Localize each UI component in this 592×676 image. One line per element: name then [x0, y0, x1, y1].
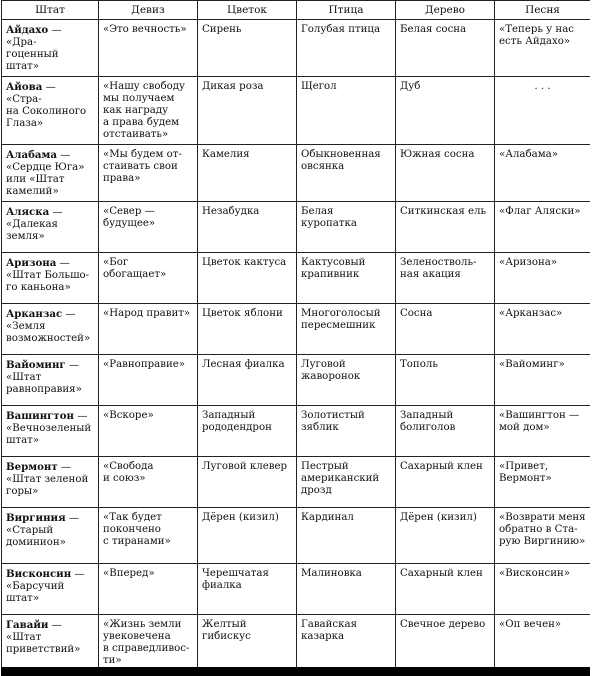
state-name: Айова: [6, 81, 43, 93]
cell-song: [495, 406, 591, 457]
cell-tree: [396, 304, 495, 355]
cell-song: [495, 253, 591, 304]
cell-motto-text: «Нашу свободу мы получаем как награду а права будем отстаивать»: [103, 81, 186, 140]
cell-bird-text: Щегол: [301, 81, 337, 92]
cell-bird: [297, 508, 396, 564]
table-row: [2, 355, 591, 406]
cell-bird: [297, 202, 396, 253]
header-song: Песня: [495, 1, 591, 20]
table-row: [2, 202, 591, 253]
cell-flower: [198, 20, 297, 77]
cell-motto-text: «Так будет покончено с тиранами»: [103, 512, 171, 547]
table-row: [2, 304, 591, 355]
cell-song: [495, 202, 591, 253]
cell-song: [495, 77, 591, 145]
cell-motto: [99, 253, 198, 304]
document-page: [1, 0, 590, 676]
state-name: Вайоминг: [6, 359, 66, 371]
cell-motto: [99, 457, 198, 508]
cell-song-text: «Алабама»: [499, 149, 558, 160]
table-row: [2, 145, 591, 202]
cell-tree: [396, 615, 495, 675]
header-state: Штат: [2, 1, 99, 20]
cell-flower: [198, 202, 297, 253]
cell-state: [2, 564, 99, 615]
cell-song-text: «Аризона»: [499, 257, 558, 268]
state-nickname: — «Вечнозеленый штат»: [6, 411, 92, 446]
cell-motto: [99, 20, 198, 77]
cell-tree-text: Сосна: [400, 308, 433, 319]
cell-state: [2, 253, 99, 304]
cell-song-text: «Арканзас»: [499, 308, 563, 319]
cell-bird-text: Голубая птица: [301, 24, 381, 35]
cell-tree: [396, 202, 495, 253]
cell-motto: [99, 564, 198, 615]
state-nickname: — «Штат зеленой горы»: [6, 462, 89, 497]
cell-bird-text: Луговой жаворонок: [301, 359, 361, 382]
cell-bird: [297, 355, 396, 406]
cell-flower-text: Цветок кактуса: [202, 257, 287, 268]
cell-state: [2, 615, 99, 675]
cell-state: [2, 77, 99, 145]
state-nickname: — «Штат равноправия»: [6, 360, 82, 395]
state-nickname: — «Сердце Юга» или «Штат камелий»: [6, 150, 85, 197]
header-bird: Птица: [297, 1, 396, 20]
cell-flower-text: Сирень: [202, 24, 242, 35]
cell-motto: [99, 304, 198, 355]
cell-bird: [297, 77, 396, 145]
cell-motto: [99, 202, 198, 253]
cell-song: [495, 304, 591, 355]
cell-state: [2, 145, 99, 202]
cell-bird: [297, 457, 396, 508]
state-nickname: — «Барсучий штат»: [6, 569, 85, 604]
header-row: [2, 1, 591, 20]
cell-song-text: «Флаг Аляски»: [499, 206, 581, 217]
cell-flower-text: Дикая роза: [202, 81, 264, 92]
state-nickname: — «Стра- на Соколиного Глаза»: [6, 82, 87, 129]
states-table: [1, 0, 590, 675]
cell-song-text: «Вайоминг»: [499, 359, 565, 370]
state-name: Висконсин: [6, 568, 72, 580]
state-nickname: — «Штат приветствий»: [6, 620, 81, 655]
state-name: Вермонт: [6, 461, 58, 473]
cell-flower: [198, 253, 297, 304]
cell-tree: [396, 457, 495, 508]
cell-motto-text: «Это вечность»: [103, 24, 187, 35]
cell-tree-text: Сахарный клен: [400, 461, 483, 472]
cell-song-text: «Висконсин»: [499, 568, 571, 579]
cell-flower-text: Дёрен (кизил): [202, 512, 279, 523]
cell-song: [495, 615, 591, 675]
header-motto: Девиз: [99, 1, 198, 20]
cell-motto: [99, 615, 198, 675]
table-row: [2, 20, 591, 77]
cell-bird: [297, 564, 396, 615]
cell-motto-text: «Жизнь земли увековечена в справедливос- ти»: [103, 619, 190, 666]
cell-motto-text: «Свобода и союз»: [103, 461, 154, 484]
cell-tree-text: Дуб: [400, 81, 421, 92]
cell-bird-text: Кактусовый крапивник: [301, 257, 366, 280]
cell-motto-text: «Вперед»: [103, 568, 155, 579]
cell-tree: [396, 20, 495, 77]
cell-motto-text: «Вскоре»: [103, 410, 154, 421]
table-row: [2, 615, 591, 675]
cell-motto: [99, 508, 198, 564]
state-name: Гавайи: [6, 619, 49, 631]
cell-motto: [99, 355, 198, 406]
state-nickname: — «Дра- гоценный штат»: [6, 25, 62, 72]
cell-motto: [99, 77, 198, 145]
cell-motto: [99, 145, 198, 202]
cell-tree-text: Южная сосна: [400, 149, 475, 160]
cell-song: [495, 20, 591, 77]
cell-flower-text: Луговой клевер: [202, 461, 288, 472]
cell-state: [2, 20, 99, 77]
cell-tree: [396, 77, 495, 145]
cell-state: [2, 304, 99, 355]
cell-tree: [396, 564, 495, 615]
table-body: [2, 20, 591, 675]
state-nickname: — «Штат Большо- го каньона»: [6, 258, 90, 293]
cell-motto-text: «Мы будем от- стаивать свои права»: [103, 149, 182, 184]
cell-song-text: «Привет, Вермонт»: [499, 461, 552, 484]
cell-bird-text: Многоголосый пересмешник: [301, 308, 381, 331]
cell-flower-text: Западный рододендрон: [202, 410, 272, 433]
cell-flower: [198, 304, 297, 355]
cell-flower: [198, 406, 297, 457]
cell-tree: [396, 406, 495, 457]
cell-song: [495, 564, 591, 615]
state-name: Айдахо: [6, 24, 49, 36]
header-flower: Цветок: [198, 1, 297, 20]
state-nickname: — «Земля возможностей»: [6, 309, 91, 344]
cell-song-text: «Оп вечен»: [499, 619, 562, 630]
table-row: [2, 457, 591, 508]
cell-bird: [297, 615, 396, 675]
cell-motto-text: «Бог обогащает»: [103, 257, 167, 280]
cell-motto-text: «Равноправие»: [103, 359, 185, 370]
cell-tree-text: Ситкинская ель: [400, 206, 487, 217]
cell-state: [2, 355, 99, 406]
table-row: [2, 253, 591, 304]
cell-flower: [198, 77, 297, 145]
cell-flower-text: Незабудка: [202, 206, 260, 217]
cell-tree: [396, 508, 495, 564]
header-tree: Дерево: [396, 1, 495, 20]
state-nickname: — «Старый доминион»: [6, 513, 80, 548]
cell-song-text: «Теперь у нас есть Айдахо»: [499, 24, 574, 47]
cell-bird: [297, 253, 396, 304]
cell-state: [2, 508, 99, 564]
cell-song: [495, 457, 591, 508]
cell-tree-text: Сахарный клен: [400, 568, 483, 579]
table-row: [2, 564, 591, 615]
state-name: Арканзас: [6, 308, 63, 320]
cell-song: [495, 355, 591, 406]
state-name: Аризона: [6, 257, 57, 269]
cell-flower: [198, 615, 297, 675]
cell-tree-text: Свечное дерево: [400, 619, 486, 630]
cell-bird-text: Обыкновенная овсянка: [301, 149, 381, 172]
table-row: [2, 406, 591, 457]
cell-state: [2, 457, 99, 508]
cell-flower: [198, 508, 297, 564]
cell-bird: [297, 145, 396, 202]
cell-bird-text: Золотистый зяблик: [301, 410, 365, 433]
cell-flower-text: Черешчатая фиалка: [202, 568, 269, 591]
cell-tree-text: Тополь: [400, 359, 438, 370]
cell-flower: [198, 355, 297, 406]
state-nickname: — «Далекая земля»: [6, 207, 63, 242]
cell-tree: [396, 355, 495, 406]
cell-bird-text: Гавайская казарка: [301, 619, 357, 642]
cell-tree: [396, 253, 495, 304]
state-name: Алабама: [6, 149, 57, 161]
cell-tree-text: Зеленостволь- ная акация: [400, 257, 477, 280]
cell-song-text: «Возврати меня обратно в Ста- рую Виргинию»: [499, 512, 586, 547]
state-name: Виргиния: [6, 512, 66, 524]
cell-bird: [297, 304, 396, 355]
cell-bird-text: Малиновка: [301, 568, 362, 579]
cell-bird-text: Пестрый американский дрозд: [301, 461, 380, 496]
cell-bird-text: Белая куропатка: [301, 206, 357, 229]
cell-motto-text: «Север — будущее»: [103, 206, 156, 229]
cell-song: [495, 508, 591, 564]
table-row: [2, 508, 591, 564]
bottom-edge-bar: [1, 667, 590, 676]
cell-flower-text: Желтый гибискус: [202, 619, 251, 642]
cell-flower: [198, 564, 297, 615]
cell-song-text: . . .: [534, 81, 551, 92]
cell-flower-text: Цветок яблони: [202, 308, 283, 319]
cell-motto-text: «Народ правит»: [103, 308, 191, 319]
cell-motto: [99, 406, 198, 457]
cell-flower-text: Лесная фиалка: [202, 359, 285, 370]
cell-bird-text: Кардинал: [301, 512, 354, 523]
table-row: [2, 77, 591, 145]
cell-flower-text: Камелия: [202, 149, 250, 160]
cell-tree-text: Западный болиголов: [400, 410, 456, 433]
cell-state: [2, 202, 99, 253]
cell-bird: [297, 20, 396, 77]
cell-flower: [198, 145, 297, 202]
cell-song: [495, 145, 591, 202]
state-name: Аляска: [6, 206, 50, 218]
cell-tree-text: Дёрен (кизил): [400, 512, 477, 523]
cell-bird: [297, 406, 396, 457]
state-name: Вашингтон: [6, 410, 74, 422]
cell-state: [2, 406, 99, 457]
cell-song-text: «Вашингтон — мой дом»: [499, 410, 580, 433]
cell-flower: [198, 457, 297, 508]
cell-tree-text: Белая сосна: [400, 24, 467, 35]
cell-tree: [396, 145, 495, 202]
